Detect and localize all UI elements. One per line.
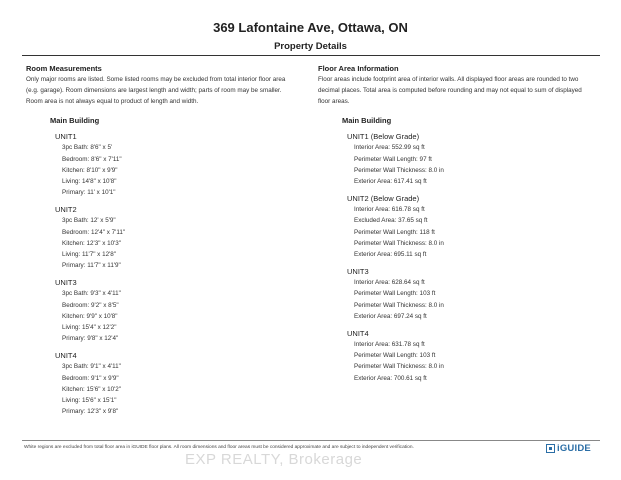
unit-group (55, 350, 306, 417)
room-row: Primary: 12'3" x 9'8" (62, 408, 119, 416)
room-measurements-description (26, 75, 306, 107)
unit-name: UNIT4 (347, 329, 369, 339)
unit-name: UNIT2 (Below Grade) (347, 194, 420, 204)
description-line: Only major rooms are listed. Some listed rooms may be excluded from total interior floor area (26, 76, 286, 83)
description-line: Room area is not always equal to product of length and width. (26, 97, 199, 105)
unit-group (347, 328, 603, 384)
footer-divider (22, 440, 600, 441)
room-row: Kitchen: 9'9" x 10'8" (62, 312, 118, 320)
room-row: Living: 11'7" x 12'8" (62, 251, 117, 259)
area-row: Exterior Area: 695.11 sq ft (354, 251, 427, 259)
area-row: Exterior Area: 697.24 sq ft (354, 312, 427, 320)
room-measurements-heading: Room Measurements (26, 64, 102, 73)
room-row: Kitchen: 8'10" x 9'9" (62, 166, 118, 174)
unit-name: UNIT4 (55, 351, 77, 361)
area-row: Perimeter Wall Thickness: 8.0 in (354, 166, 444, 174)
area-row: Perimeter Wall Thickness: 8.0 in (354, 301, 444, 309)
description-line: Floor areas include footprint area of interior walls. All displayed floor areas are rounded to two (318, 76, 579, 83)
room-row: Primary: 9'8" x 12'4" (62, 335, 119, 343)
unit-group (55, 277, 306, 344)
room-row: Kitchen: 12'3" x 10'3" (62, 239, 122, 247)
unit-name: UNIT3 (55, 278, 77, 288)
floor-area-heading: Floor Area Information (318, 64, 399, 73)
unit-group (347, 193, 603, 260)
room-row: 3pc Bath: 9'1" x 4'11" (62, 363, 121, 371)
unit-group (347, 266, 603, 322)
page-title: 369 Lafontaine Ave, Ottawa, ON (213, 20, 408, 35)
room-row: Living: 15'6" x 15'1" (62, 397, 117, 405)
room-row: Living: 14'8" x 10'8" (62, 178, 117, 185)
unit-group (347, 131, 603, 187)
iguide-logo-icon (546, 444, 555, 453)
floor-area-description (318, 75, 603, 107)
room-measurements-section (26, 64, 306, 417)
area-row: Exterior Area: 700.61 sq ft (354, 374, 427, 382)
room-row: 3pc Bath: 9'3" x 4'11" (62, 290, 121, 298)
unit-name: UNIT1 (Below Grade) (347, 132, 420, 142)
area-row: Interior Area: 552.99 sq ft (354, 144, 425, 152)
area-row: Interior Area: 631.78 sq ft (354, 341, 425, 349)
brokerage-watermark: EXP REALTY, Brokerage (185, 451, 363, 468)
area-row: Excluded Area: 37.65 sq ft (354, 217, 428, 225)
building-heading: Main Building (342, 116, 392, 126)
header-divider (22, 55, 600, 56)
unit-name: UNIT1 (55, 132, 77, 142)
area-row: Perimeter Wall Length: 118 ft (354, 228, 435, 236)
floor-area-section (318, 64, 603, 384)
area-row: Perimeter Wall Thickness: 8.0 in (354, 363, 444, 371)
room-row: Living: 15'4" x 12'2" (62, 324, 117, 332)
room-row: Bedroom: 9'2" x 8'5" (62, 301, 119, 309)
area-row: Perimeter Wall Length: 103 ft (354, 290, 436, 298)
room-row: Primary: 11' x 10'1" (62, 189, 116, 197)
area-row: Exterior Area: 617.41 sq ft (354, 178, 427, 185)
unit-name: UNIT2 (55, 205, 77, 215)
description-line: floor areas. (318, 97, 350, 105)
area-units-list (347, 131, 603, 383)
room-row: 3pc Bath: 8'6" x 5' (62, 144, 113, 152)
unit-name: UNIT3 (347, 267, 369, 277)
area-row: Perimeter Wall Length: 97 ft (354, 155, 432, 163)
footer-note: White regions are excluded from total floor area in iGUIDE floor plans. All room dimensions and floor areas must be considered approximate and are subject to independent verification. (24, 445, 414, 450)
description-line: decimal places. Total area is computed before rounding and may not equal to sum of displayed (318, 86, 582, 94)
unit-group (55, 131, 306, 198)
room-row: 3pc Bath: 12' x 5'9" (62, 217, 116, 225)
room-row: Kitchen: 15'6" x 10'2" (62, 385, 122, 393)
area-row: Perimeter Wall Length: 103 ft (354, 352, 436, 360)
area-row: Interior Area: 616.78 sq ft (354, 206, 425, 214)
building-heading: Main Building (50, 116, 100, 126)
iguide-logo-text: iGUIDE (557, 443, 591, 454)
room-units-list (55, 131, 306, 417)
room-row: Bedroom: 9'1" x 9'9" (62, 374, 119, 382)
room-row: Bedroom: 8'6" x 7'11" (62, 155, 122, 163)
iguide-logo (546, 443, 591, 454)
room-row: Bedroom: 12'4" x 7'11" (62, 228, 126, 236)
unit-group (55, 204, 306, 271)
page-subtitle: Property Details (274, 41, 347, 52)
room-row: Primary: 11'7" x 11'9" (62, 262, 121, 270)
area-row: Perimeter Wall Thickness: 8.0 in (354, 239, 444, 247)
area-row: Interior Area: 628.64 sq ft (354, 279, 425, 287)
description-line: (e.g. garage). Room dimensions are largest length and width; parts of room may be smaller. (26, 86, 282, 94)
